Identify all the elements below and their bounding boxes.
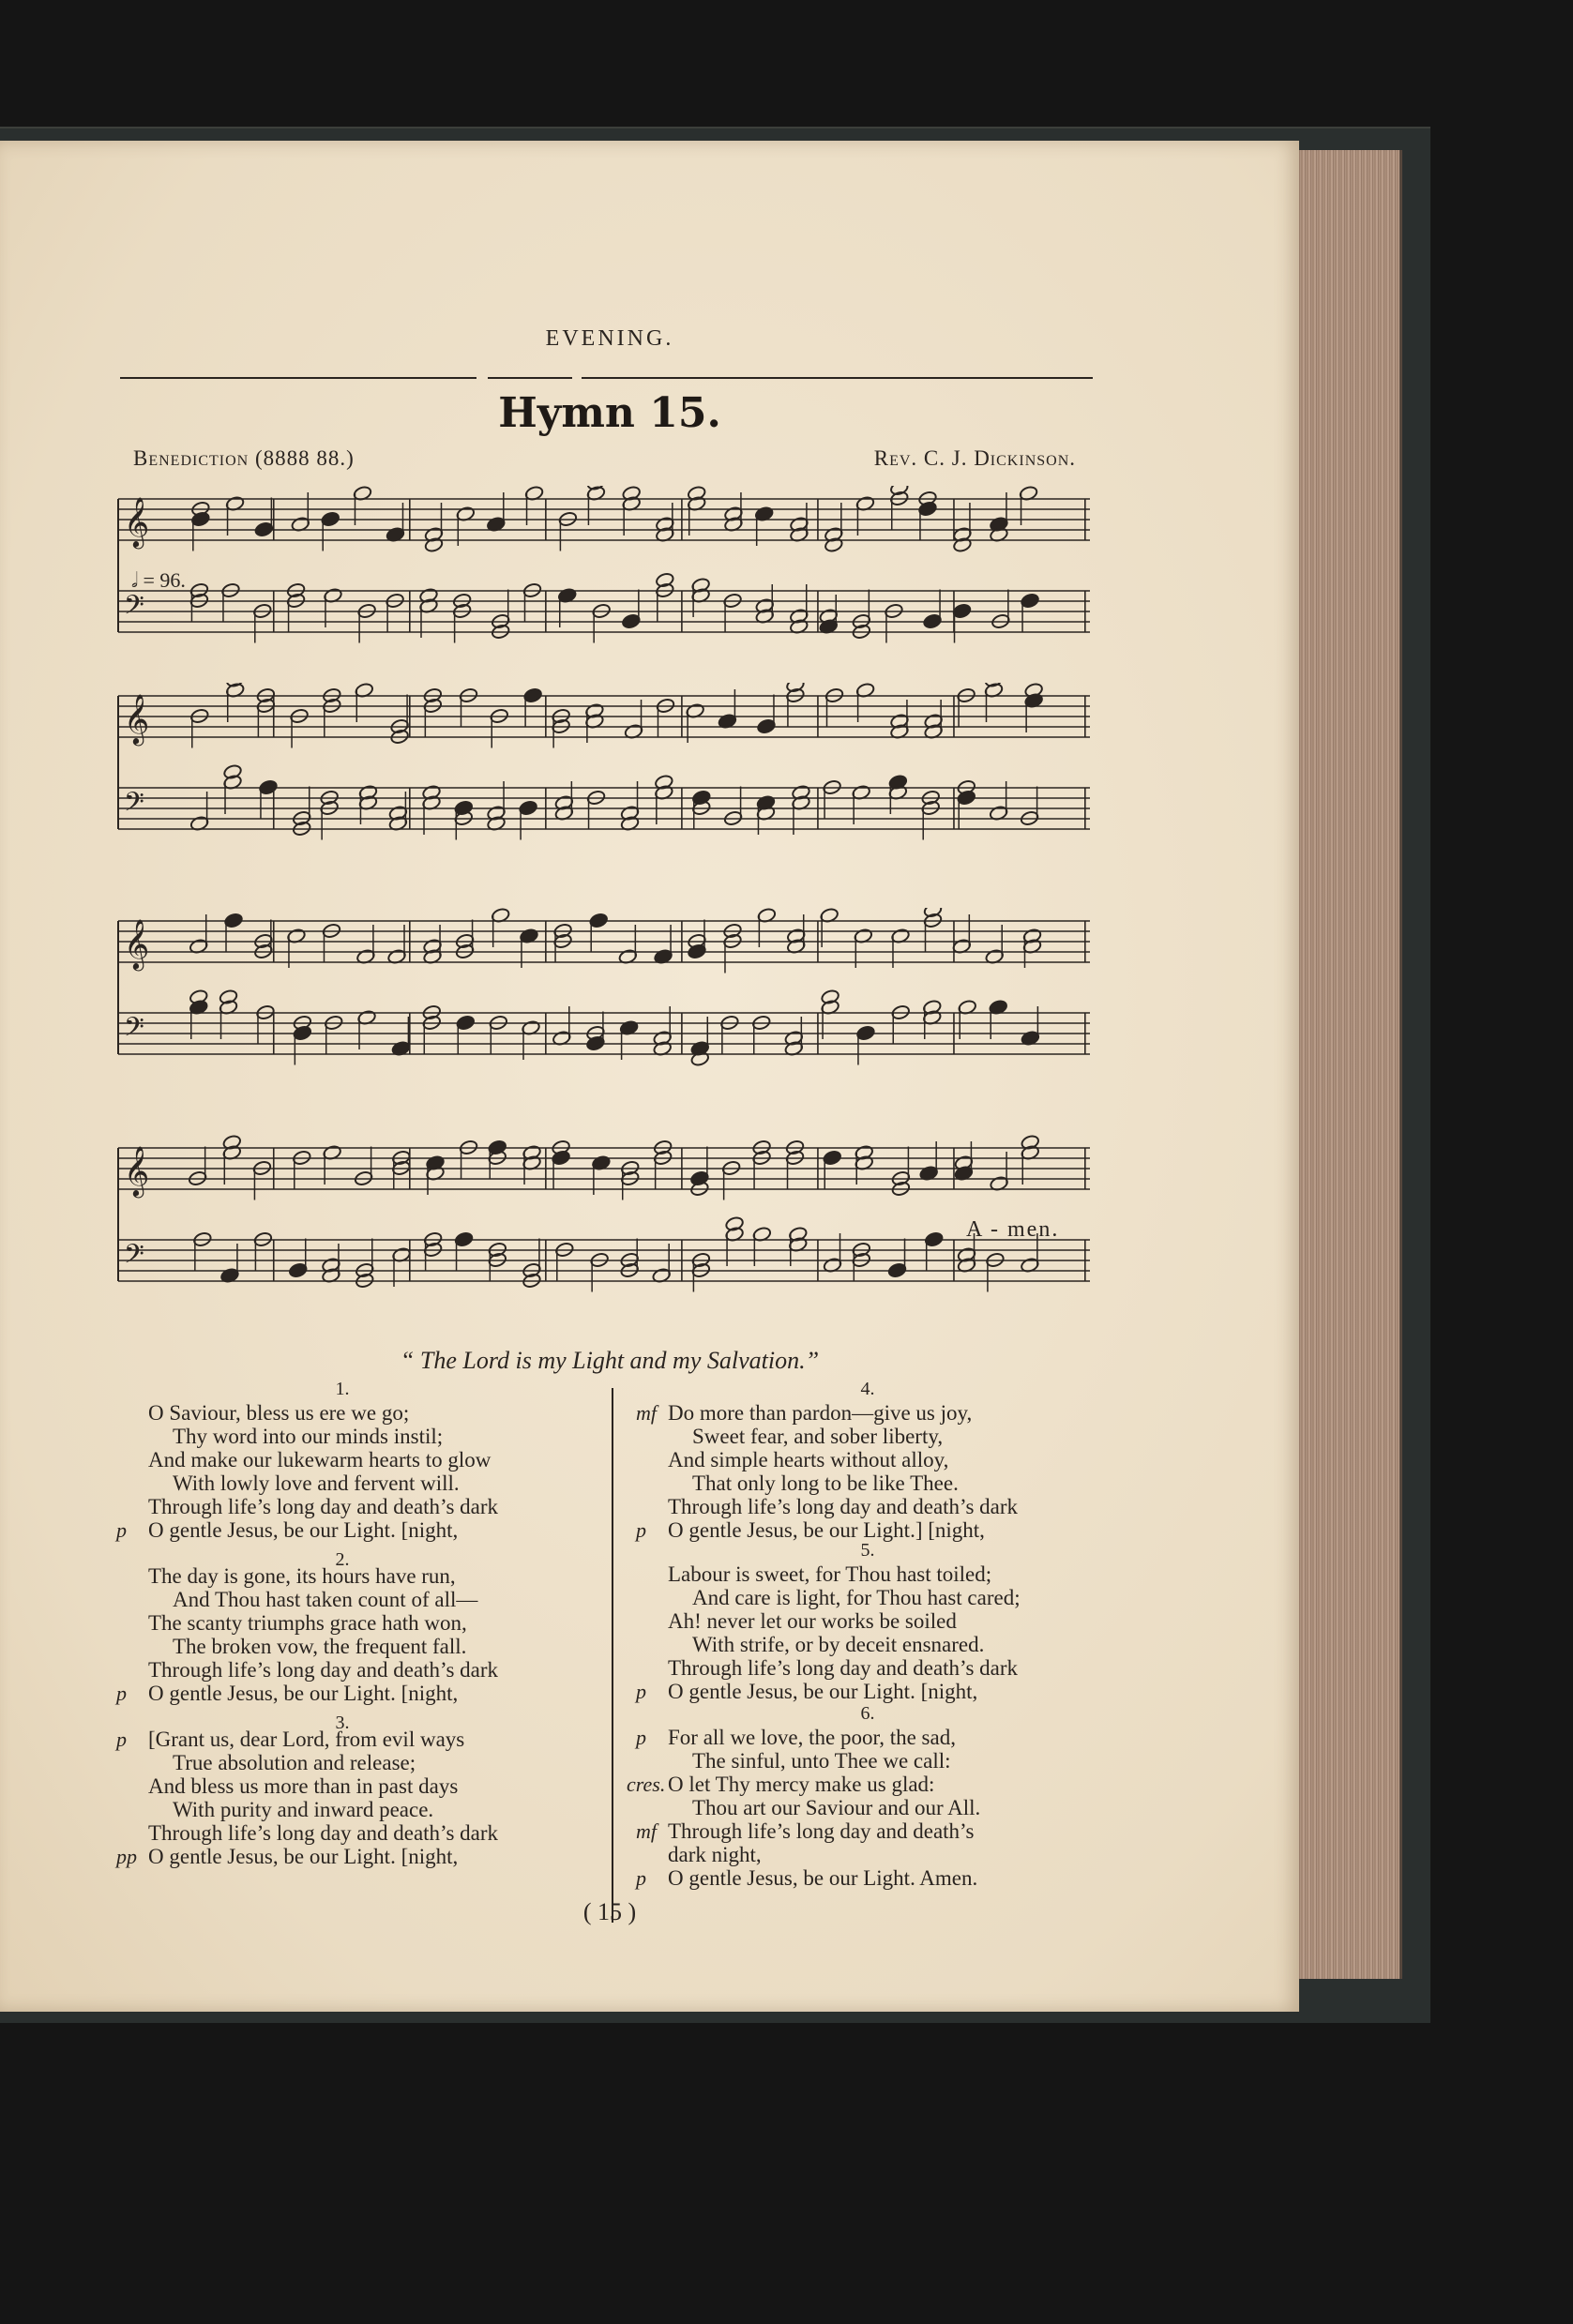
verse-text: Through life’s long day and death’s dark <box>148 1658 499 1682</box>
verse-text: Through life’s long day and death’s dark <box>148 1495 499 1518</box>
verse-text: O gentle Jesus, be our Light. [night, <box>148 1518 459 1542</box>
verse-line <box>636 1518 1018 1542</box>
bass-clef: 𝄢 <box>124 1012 144 1049</box>
bass-clef: 𝄢 <box>124 590 144 627</box>
verse-text: dark night, <box>668 1843 762 1866</box>
verse-line <box>116 1518 498 1542</box>
verse-text: Thy word into our minds instil; <box>173 1425 444 1448</box>
verse-text: O gentle Jesus, be our Light. Amen. <box>668 1866 978 1890</box>
verse-2 <box>116 1564 499 1705</box>
verse-line <box>148 1495 498 1518</box>
dynamic-marking: p <box>116 1682 127 1705</box>
verse-text: The day is gone, its hours have run, <box>148 1564 456 1588</box>
verse-number: 6. <box>860 1703 875 1724</box>
verse-line <box>148 1448 498 1471</box>
music-system-2 <box>111 683 1097 870</box>
verse-number: 2. <box>335 1549 350 1570</box>
verse-text: The sinful, unto Thee we call: <box>692 1749 951 1773</box>
dynamic-marking: cres. <box>627 1773 666 1796</box>
verse-3 <box>116 1728 499 1868</box>
verse-line <box>668 1562 1021 1586</box>
amen-label: A - men. <box>966 1217 1060 1242</box>
verse-text: O gentle Jesus, be our Light. [night, <box>148 1845 459 1868</box>
verse-line <box>627 1773 980 1796</box>
verse-number: 3. <box>335 1713 350 1733</box>
verse-line <box>148 1588 498 1611</box>
epigraph: “ The Lord is my Light and my Salvation.” <box>400 1347 820 1374</box>
verse-text: And simple hearts without alloy, <box>668 1448 949 1471</box>
music-system-4 <box>111 1135 1097 1341</box>
page-edges <box>1294 150 1402 1979</box>
verse-text: And Thou hast taken count of all— <box>173 1588 478 1611</box>
verse-line <box>668 1448 1018 1471</box>
composer: Rev. C. J. Dickinson. <box>873 446 1076 470</box>
dynamic-marking: p <box>636 1866 646 1890</box>
treble-clef: 𝄞 <box>124 693 150 744</box>
verse-line <box>116 1682 498 1705</box>
verse-text: O let Thy mercy make us glad: <box>668 1773 935 1796</box>
verse-text: And make our lukewarm hearts to glow <box>148 1448 492 1471</box>
verse-line <box>668 1609 1021 1633</box>
treble-clef: 𝄞 <box>124 918 150 969</box>
verse-5 <box>636 1562 1021 1703</box>
verse-text: The scanty triumphs grace hath won, <box>148 1611 467 1635</box>
verse-line <box>636 1726 980 1749</box>
verse-line <box>148 1774 498 1798</box>
verse-text: With purity and inward peace. <box>173 1798 434 1821</box>
bass-clef: 𝄢 <box>124 1239 144 1276</box>
verse-text: Thou art our Saviour and our All. <box>692 1796 981 1819</box>
dynamic-marking: p <box>636 1680 646 1703</box>
verse-text: That only long to be like Thee. <box>692 1471 959 1495</box>
verse-text: Through life’s long day and death’s dark <box>668 1656 1019 1680</box>
dynamic-marking: p <box>116 1518 127 1542</box>
verse-1 <box>116 1401 499 1542</box>
bass-clef: 𝄢 <box>124 787 144 824</box>
verse-text: O gentle Jesus, be our Light. [night, <box>148 1682 459 1705</box>
verse-text: For all we love, the poor, the sad, <box>668 1726 956 1749</box>
dynamic-marking: mf <box>636 1401 657 1425</box>
verse-line <box>148 1751 498 1774</box>
verse-line <box>148 1471 498 1495</box>
verse-line <box>148 1401 498 1425</box>
verse-number: 5. <box>860 1540 875 1561</box>
verse-line <box>668 1633 1021 1656</box>
verse-text: With strife, or by deceit ensnared. <box>692 1633 985 1656</box>
verse-number: 1. <box>335 1379 350 1399</box>
verse-line <box>636 1680 1021 1703</box>
verse-line <box>116 1728 498 1751</box>
page-number: ( 15 ) <box>582 1898 637 1925</box>
dynamic-marking: p <box>116 1728 127 1751</box>
treble-clef: 𝄞 <box>124 1145 150 1196</box>
verse-line <box>148 1564 498 1588</box>
head-rule-left <box>120 377 476 379</box>
head-rule-right <box>582 377 1093 379</box>
verse-text: And care is light, for Thou hast cared; <box>692 1586 1021 1609</box>
treble-clef: 𝄞 <box>124 496 150 547</box>
verse-text: Do more than pardon—give us joy, <box>668 1401 973 1425</box>
verse-line <box>668 1843 980 1866</box>
head-rule-mid <box>488 377 572 379</box>
verse-text: O gentle Jesus, be our Light. [night, <box>668 1680 978 1703</box>
verse-line <box>148 1425 498 1448</box>
dynamic-marking: p <box>636 1726 646 1749</box>
verse-line <box>668 1495 1018 1518</box>
verse-text: Through life’s long day and death’s dark <box>148 1821 499 1845</box>
verse-text: O Saviour, bless us ere we go; <box>148 1401 410 1425</box>
verse-text: And bless us more than in past days <box>148 1774 459 1798</box>
verse-text: Labour is sweet, for Thou hast toiled; <box>668 1562 992 1586</box>
verse-line <box>668 1796 980 1819</box>
verse-text: With lowly love and fervent will. <box>173 1471 460 1495</box>
verse-line <box>668 1471 1018 1495</box>
verse-line <box>668 1425 1018 1448</box>
verse-text: [Grant us, dear Lord, from evil ways <box>148 1728 465 1751</box>
verse-line <box>668 1586 1021 1609</box>
verse-text: Ah! never let our works be soiled <box>668 1609 957 1633</box>
verse-number: 4. <box>860 1379 875 1399</box>
verse-line <box>636 1401 1018 1425</box>
verse-text: Sweet fear, and sober liberty, <box>692 1425 944 1448</box>
verse-text: Through life’s long day and death’s <box>668 1819 975 1843</box>
verse-line <box>668 1749 980 1773</box>
verse-line <box>636 1819 980 1843</box>
verse-line <box>116 1845 498 1868</box>
tune-name: Benediction (8888 88.) <box>133 446 355 470</box>
verse-line <box>668 1656 1021 1680</box>
music-system-1 <box>111 486 1097 664</box>
verse-line <box>148 1798 498 1821</box>
dynamic-marking: mf <box>636 1819 657 1843</box>
verse-4 <box>636 1401 1019 1542</box>
dynamic-marking: p <box>636 1518 646 1542</box>
verse-line <box>148 1635 498 1658</box>
running-head: EVENING. <box>545 326 674 351</box>
music-system-3 <box>111 908 1097 1095</box>
verse-text: O gentle Jesus, be our Light.] [night, <box>668 1518 985 1542</box>
verse-text: Through life’s long day and death’s dark <box>668 1495 1019 1518</box>
dynamic-marking: pp <box>116 1845 137 1868</box>
column-rule <box>612 1388 613 1923</box>
verse-line <box>148 1821 498 1845</box>
tempo-marking: 𝅗𝅥 = 96. <box>131 568 186 592</box>
verse-6 <box>627 1726 981 1890</box>
verse-line <box>636 1866 980 1890</box>
verse-line <box>148 1611 498 1635</box>
verse-line <box>148 1658 498 1682</box>
verse-text: The broken vow, the frequent fall. <box>173 1635 467 1658</box>
hymn-title: Hymn 15. <box>498 389 721 437</box>
verse-text: True absolution and release; <box>173 1751 416 1774</box>
